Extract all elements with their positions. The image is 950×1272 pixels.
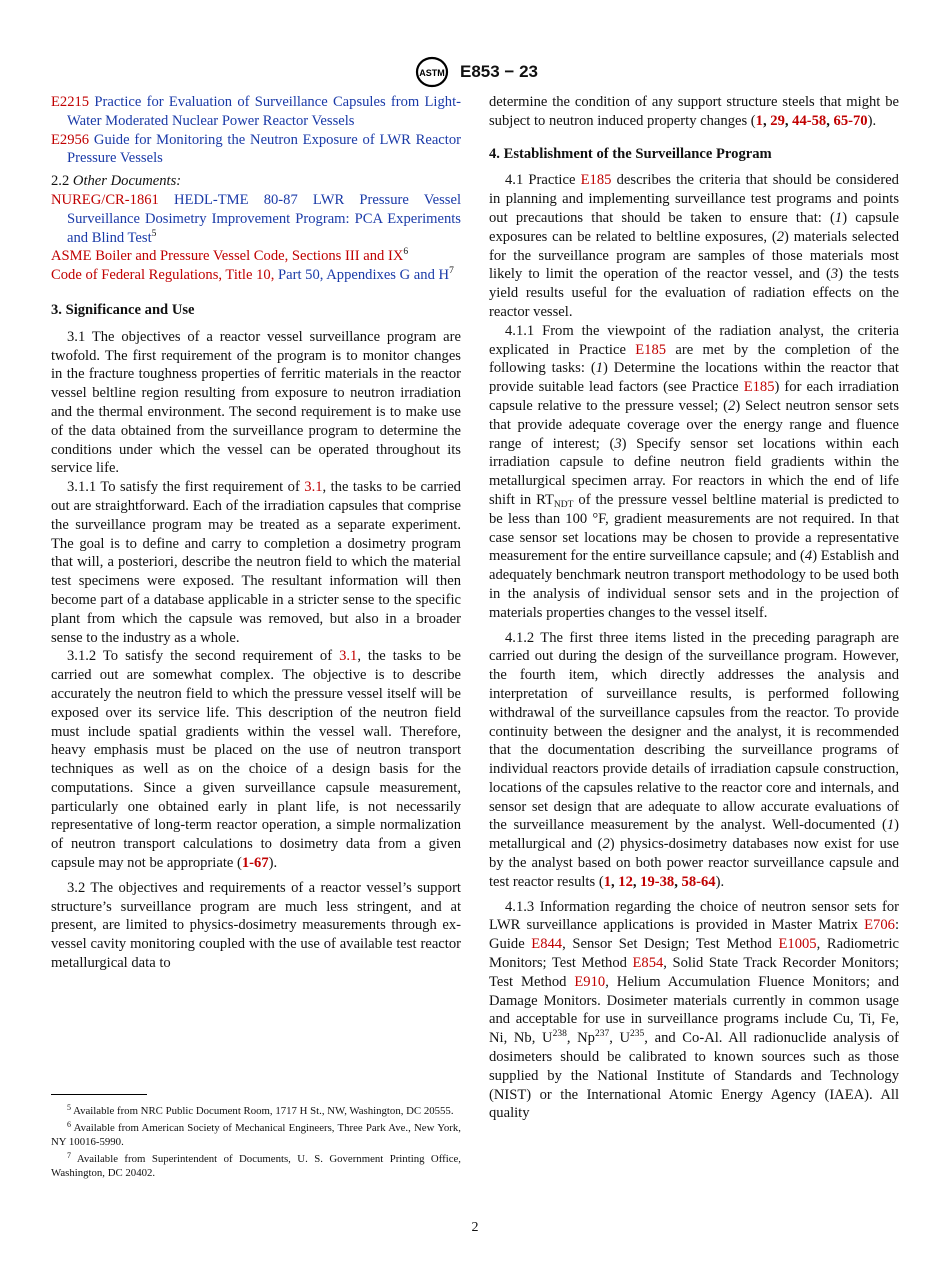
footnote-6: $^6$ Available from American Society of Mechanical Engineers, Three Park Ave., New York, NY 10016-5990. [51,1119,461,1148]
ref-link-nureg[interactable]: NUREG/CR-1861 [51,191,159,208]
footnote-marker: 6 [403,247,409,258]
citation-link[interactable]: 19-38 [640,873,675,890]
std-link-e706[interactable]: E706 [864,917,895,934]
section-4-heading: 4. Establishment of the Surveillance Program [489,145,772,162]
ref-title-e2956[interactable]: Guide for Monitoring the Neutron Exposure of LWR Reactor Pressure Vessels [67,131,461,167]
std-link-e185[interactable]: E185 [743,379,775,396]
citation-link[interactable]: 58-64 [681,873,716,890]
astm-logo-icon [412,56,452,88]
paragraph-4-1: 4.1 Practice E185 describes the criteria that should be considered in planning and implementing surveillance test programs and points out precautions that should be taken to ensure that: (1) capsule exposures can be related to beltline exposures, (2) materials selected for the surveillance program are samples of those materials most likely to limit the operation of the reactor vessel, and (3) the tests yield results useful for the evaluation of radiation effects on the reactor vessel. [489,172,899,320]
ref-link-e2956[interactable]: E2956 [51,131,90,148]
paragraph-4-1-2: 4.1.2 The first three items listed in the preceding paragraph are carried out during the design of the surveillance program. However, the fourth item, which directly addresses the analysis and interpretation of surveillance results, is performed following withdrawal of the surveillance capsules from the reactor. To provide continuity between the designer and the analyst, it is recommended that the documentation describing the surveillance programs of individual reactors provide details of irradiation capsule construction, locations of the capsules relative to the reactor core and internals, and sensor set design that are adequate to allow accurate evaluations of the surveillance measurement by the analyst. Well-documented (1) metallurgical and (2) physics-dosimetry databases now exist for use by the analyst based on both power reactor surveillance capsule and test reactor results (1, 12, 19-38, 58-64). [489,629,900,890]
paragraph-4-1-3: 4.1.3 Information regarding the choice of neutron sensor sets for LWR surveillance applications is provided in Master Matrix E706: Guide E844, Sensor Set Design; Test Method E1005, Radiometric Monitors; Test Method E854, Solid State Track Recorder Monitors; Test Method E910, Helium Accumulation Fluence Monitors; and Damage Monitors. Dosimeter materials currently in common usage and acceptable for use in surveillance programs include Cu, Ti, Fe, Ni, Nb, $U^{238}$, Np$^{237}$, $U^{235}$, and Co-Al. All radionuclide analysis of dosimeters should be calibrated to known sources such as those supplied by the National Institute of Standards and Technology (NIST) or the International Atomic Energy Agency (IAEA). All quality [489,898,900,1122]
citation-link[interactable]: 44-58 [792,112,827,129]
ref-title-nureg[interactable]: HEDL-TME 80-87 LWR Pressure Vessel Surveillance Dosimetry Improvement Program: PCA Experiments and Blind Test [67,191,461,246]
std-link-e854[interactable]: E854 [632,955,664,972]
astm-logo-text: ASTM [419,68,445,78]
standard-designation: E853 − 23 [460,62,538,81]
std-link-e1005[interactable]: E1005 [778,936,817,953]
citation-link[interactable]: 12 [618,873,633,890]
footnote-7: $^7$ Available from Superintendent of Documents, U. S. Government Printing Office, Washington, DC 20402. [51,1150,461,1179]
xref-3-1[interactable]: 3.1 [339,648,358,665]
other-documents-heading: 2.2 Other Documents: [51,173,182,190]
xref-3-1[interactable]: 3.1 [304,479,323,496]
ref-title-cfr[interactable]: Part 50, Appendixes G and H [278,267,450,284]
footnotes [51,1104,461,1183]
reference-e2215 [51,93,461,131]
section-3-heading: 3. Significance and Use [51,301,195,318]
page-number: 2 [471,1220,479,1235]
reference-e2956 [51,131,461,169]
std-link-e910[interactable]: E910 [574,973,606,990]
std-link-e844[interactable]: E844 [531,936,563,953]
reference-asme [51,247,461,266]
citation-link[interactable]: 65-70 [833,112,868,129]
citation-link[interactable]: 1-67 [241,855,269,872]
page-header [0,56,950,88]
paragraph-3-2-continued: determine the condition of any support structure steels that might be subject to neutron induced property changes (1, 29, 44-58, 65-70). [489,94,899,129]
right-column [489,93,899,1123]
citation-link[interactable]: 29 [770,112,785,129]
citation-link[interactable]: 1 [755,112,763,129]
left-column [51,93,461,973]
ref-title-e2215[interactable]: Practice for Evaluation of Surveillance Capsules from Light-Water Moderated Nuclear Power Reactor Vessels [67,94,461,129]
paragraph-3-1: 3.1 The objectives of a reactor vessel surveillance program are twofold. The first requirement of the program is to monitor changes in the fracture toughness properties of ferritic materials in the reactor vessel beltline region resulting from exposure to neutron irradiation and the thermal environment. The second requirement is to make use of the data obtained from the surveillance program to determine the conditions under which the vessel can be operated throughout its service life. [51,328,461,477]
paragraph-3-1-1: 3.1.1 To satisfy the first requirement of 3.1, the tasks to be carried out are straightforward. Each of the irradiation capsules that comprise the surveillance program may be treated as a separate experiment. The goal is to define and carry to completion a dosimetry program that will, a posteriori, describe the neutron field to which the material test specimens were exposed. The resultant information will then become part of a database applicable in a stricter sense to the specific plant from which the capsule was removed, but also in a broader sense to the industry as a whole. [51,479,461,646]
std-link-e185[interactable]: E185 [580,172,612,189]
reference-cfr [51,266,461,285]
footnote-divider [51,1094,147,1095]
paragraph-4-1-1: 4.1.1 From the viewpoint of the radiation analyst, the criteria explicated in Practice E185 are met by the completion of the following tasks: (1) Determine the locations within the reactor that provide suitable lead factors (see Practice E185) for each irradiation capsule relative to the pressure vessel; (2) Select neutron sensor sets that provide adequate coverage over the energy range and fluence range of interest; (3) Specify sensor set locations within each irradiation capsule to define neutron field gradients within the metallurgical specimen array. For reactors in which the end of life shift in $RT_{NDT}$ of the pressure vessel beltline material is predicted to be less than 100 °F, gradient measurements are not required. In that case sensor set locations may be chosen to provide a representative measurement for the entire surveillance capsule; and (4) Establish and adequately benchmark neutron transport methodology to be used both in the analysis of individual sensor sets and in the projection of materials properties changes to the vessel itself. [489,322,900,621]
paragraph-3-2: 3.2 The objectives and requirements of a reactor vessel’s support structure’s surveillance program are much less stringent, and at present, are limited to physics-dosimetry measurements through ex-vessel cavity monitoring coupled with the use of available test reactor metallurgical data to [51,879,461,972]
citation-link[interactable]: 1 [603,873,611,890]
reference-nureg [51,191,461,247]
paragraph-3-1-2: 3.1.2 To satisfy the second requirement of 3.1, the tasks to be carried out are somewhat complex. The objective is to describe accurately the neutron field to which the pressure vessel itself will be exposed over its service life. This description of the neutron field must include spatial gradients within the vessel wall. Therefore, heavy emphasis must be placed on the use of neutron transport techniques as well as on the choice of a design basis for the computations. Since a given surveillance capsule measurement, particularly one obtained early in plant life, is not necessarily representative of long-term reactor operation, a simple normalization of neutron transport calculations to dosimetry data from a given capsule may not be appropriate (1-67). [51,648,461,872]
footnote-marker: 7 [449,266,454,277]
std-link-e185[interactable]: E185 [635,341,667,358]
ref-link-e2215[interactable]: E2215 [51,94,90,110]
footnote-marker: 5 [151,228,157,239]
footnote-5: $^5$ Available from NRC Public Document Room, 1717 H St., NW, Washington, DC 20555. [67,1103,454,1117]
ref-link-cfr[interactable]: Code of Federal Regulations, Title 10, [51,267,275,284]
ref-link-asme[interactable]: ASME Boiler and Pressure Vessel Code, Sections III and IX [51,248,404,265]
